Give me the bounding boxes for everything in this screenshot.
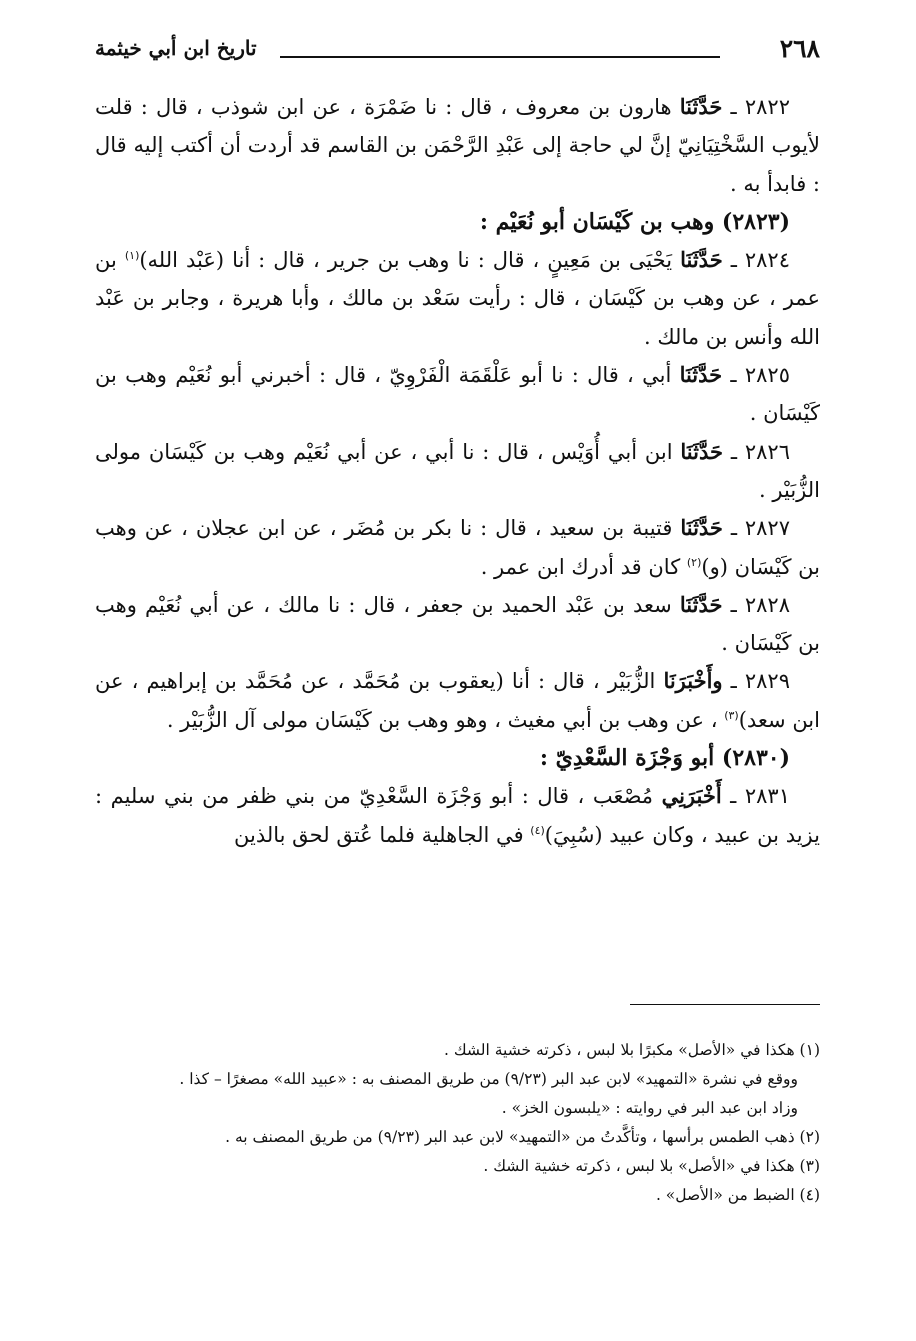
narration-keyword: حَدَّثَنَا (680, 247, 723, 273)
running-title: تاريخ ابن أبي خيثمة (95, 36, 257, 60)
footnote-separator (630, 1004, 820, 1005)
footnote-1: (١) هكذا في «الأصل» مكبرًا بلا لبس ، ذكرته خشية الشك . (444, 1041, 820, 1059)
narration-keyword: وأَخْبَرَنَا (663, 668, 723, 694)
narration-keyword: أَخْبَرَنِي (661, 783, 722, 809)
paragraph-2827: ٢٨٢٧ ـ حَدَّثَنَا قتيبة بن سعيد ، قال : نا بكر بن مُضَر ، عن ابن عجلان ، عن وهب بن كَيْسَان (و)$^{(٢)}$ كان قد أدرك ابن عمر . (95, 515, 820, 579)
footnote-ref-3: (٣) (724, 708, 739, 722)
footnote-1-continuation-2: وزاد ابن عبد البر في روايته : «يلبسون الخز» . (501, 1099, 798, 1117)
footnote-ref-4: (٤) (530, 823, 545, 837)
narration-keyword: حَدَّثَنَا (680, 438, 723, 464)
paragraph-2824: ٢٨٢٤ ـ حَدَّثَنَا يَحْيَى بن مَعِينٍ ، قال : نا وهب بن جرير ، قال : أنا (عَبْد الله)$^{(١)}$ بن عمر ، عن وهب بن كَيْسَان ، قال : رأيت سَعْد بن مالك ، وأبا هريرة ، وجابر بن عَبْد الله وأنس بن مالك . (95, 247, 820, 349)
page-number: ٢٦٨ (779, 34, 820, 63)
header-rule (280, 56, 720, 58)
paragraph-2829: ٢٨٢٩ ـ وأَخْبَرَنَا الزُّبَيْر ، قال : أنا (يعقوب بن مُحَمَّد ، عن مُحَمَّد بن إبراهيم ، عن ابن سعد)$^{(٣)}$ ، عن وهب بن أبي مغيث ، وهو وهب بن كَيْسَان مولى آل الزُّبَيْر . (95, 668, 820, 732)
paragraph-2825: ٢٨٢٥ ـ حَدَّثَنَا أبي ، قال : نا أبو عَلْقَمَة الْفَرْوِيّ ، قال : أخبرني أبو نُعَيْم وهب بن كَيْسَان . (95, 362, 820, 426)
footnote-ref-1: (١) (124, 249, 140, 263)
page-header (95, 34, 820, 80)
main-text (95, 88, 820, 854)
narration-keyword: حَدَّثَنَا (680, 515, 723, 541)
narration-keyword: حَدَّثَنَا (679, 591, 723, 617)
narration-keyword: حَدَّثَنَا (679, 94, 723, 119)
footnote-1-continuation: ووقع في نشرة «التمهيد» لابن عبد البر (٩/٢٣) من طريق المصنف به : «عبيد الله» مصغرًا – كذا . (179, 1070, 798, 1088)
footnote-3: (٣) هكذا في «الأصل» بلا لبس ، ذكرته خشية الشك . (483, 1157, 820, 1175)
footnote-4: (٤) الضبط من «الأصل» . (655, 1186, 820, 1204)
footnotes (95, 1036, 820, 1210)
paragraph-2822: ٢٨٢٢ ـ حَدَّثَنَا هارون بن معروف ، قال : نا ضَمْرَة ، عن ابن شوذب ، قال : قلت لأيوب السَّخْتِيَانِيّ إنَّ لي حاجة إلى عَبْدِ الرَّحْمَن بن القاسم قد أردت أن أكتب إليه قال : فابدأ به . (95, 94, 820, 196)
paragraph-2831: ٢٨٣١ ـ أَخْبَرَنِي مُصْعَب ، قال : أبو وَجْزَة السَّعْدِيّ من بني ظفر من بني سليم : يزيد بن عبيد ، وكان عبيد (سُبِيَ)$^{(٤)}$ في الجاهلية فلما عُتق لحق بالذين (95, 783, 820, 847)
footnote-ref-2: (٢) (686, 555, 702, 569)
footnote-2: (٢) ذهب الطمس برأسها ، وتأكَّدتُ من «التمهيد» لابن عبد البر (٩/٢٣) من طريق المصنف به . (225, 1128, 820, 1146)
entry-heading-2823: (٢٨٢٣) وهب بن كَيْسَان أبو نُعَيْم : (479, 208, 790, 235)
entry-heading-2830: (٢٨٣٠) أبو وَجْزَة السَّعْدِيّ : (539, 745, 790, 772)
paragraph-2826: ٢٨٢٦ ـ حَدَّثَنَا ابن أبي أُوَيْس ، قال : نا أبي ، عن أبي نُعَيْم وهب بن كَيْسَان مولى الزُّبَيْر . (95, 438, 820, 502)
narration-keyword: حَدَّثَنَا (679, 362, 723, 388)
paragraph-2828: ٢٨٢٨ ـ حَدَّثَنَا سعد بن عَبْد الحميد بن جعفر ، قال : نا مالك ، عن أبي نُعَيْم وهب بن كَيْسَان . (95, 591, 820, 656)
